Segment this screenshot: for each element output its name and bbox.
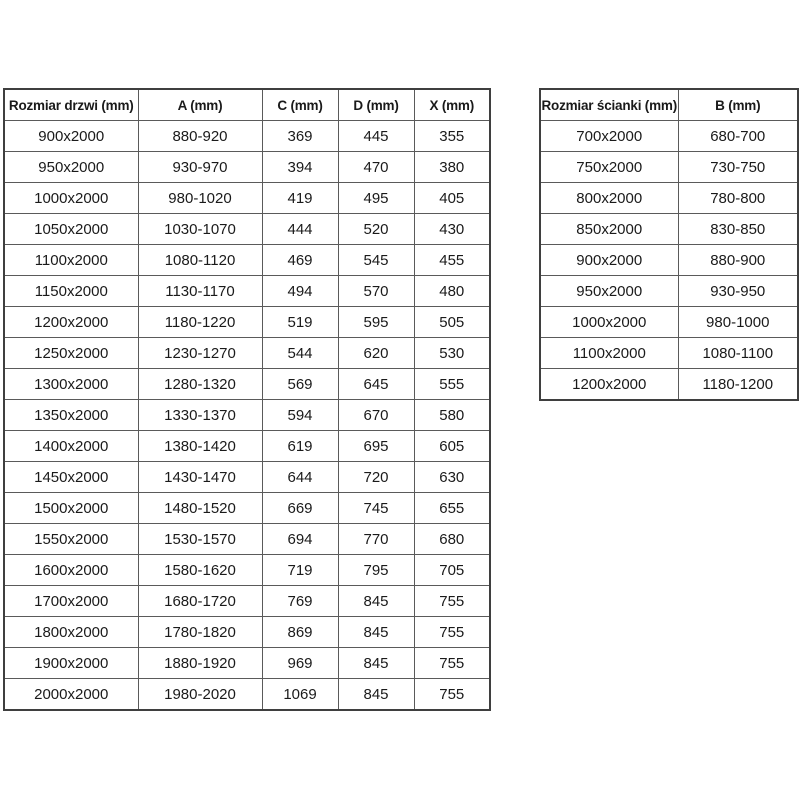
- wall-sizes-table: [539, 88, 799, 401]
- table-cell: 394: [262, 152, 338, 183]
- table-cell: 1330-1370: [138, 400, 262, 431]
- table-cell: 380: [414, 152, 490, 183]
- table-cell: 845: [338, 586, 414, 617]
- table-cell: 619: [262, 431, 338, 462]
- table-cell: 645: [338, 369, 414, 400]
- table-row: [4, 276, 490, 307]
- table-cell: 850x2000: [540, 214, 678, 245]
- table-cell: 1980-2020: [138, 679, 262, 711]
- table-row: [540, 214, 798, 245]
- table-cell: 1500x2000: [4, 493, 138, 524]
- table-row: [4, 462, 490, 493]
- table-cell: 594: [262, 400, 338, 431]
- table-cell: 1580-1620: [138, 555, 262, 586]
- header-row: [540, 89, 798, 121]
- column-header: D (mm): [338, 89, 414, 121]
- table-row: [540, 276, 798, 307]
- table-cell: 1069: [262, 679, 338, 711]
- table-cell: 570: [338, 276, 414, 307]
- table-cell: 1300x2000: [4, 369, 138, 400]
- table-row: [540, 245, 798, 276]
- table-row: [540, 183, 798, 214]
- table-cell: 595: [338, 307, 414, 338]
- table-cell: 680: [414, 524, 490, 555]
- table-cell: 1200x2000: [540, 369, 678, 401]
- table-cell: 620: [338, 338, 414, 369]
- table-cell: 1150x2000: [4, 276, 138, 307]
- table-cell: 1200x2000: [4, 307, 138, 338]
- table-cell: 1080-1100: [678, 338, 798, 369]
- table-cell: 1430-1470: [138, 462, 262, 493]
- header-row: [4, 89, 490, 121]
- table-cell: 700x2000: [540, 121, 678, 152]
- table-cell: 1280-1320: [138, 369, 262, 400]
- table-cell: 1080-1120: [138, 245, 262, 276]
- table-cell: 1480-1520: [138, 493, 262, 524]
- table-cell: 930-970: [138, 152, 262, 183]
- table-cell: 369: [262, 121, 338, 152]
- table-cell: 1880-1920: [138, 648, 262, 679]
- table-cell: 1030-1070: [138, 214, 262, 245]
- table-cell: 569: [262, 369, 338, 400]
- table-cell: 1530-1570: [138, 524, 262, 555]
- table-row: [4, 183, 490, 214]
- table-cell: 720: [338, 462, 414, 493]
- table-cell: 455: [414, 245, 490, 276]
- table-cell: 755: [414, 586, 490, 617]
- table-cell: 355: [414, 121, 490, 152]
- table-cell: 1000x2000: [540, 307, 678, 338]
- table-row: [4, 586, 490, 617]
- table-cell: 770: [338, 524, 414, 555]
- table-cell: 520: [338, 214, 414, 245]
- table-row: [4, 400, 490, 431]
- column-header: X (mm): [414, 89, 490, 121]
- table-cell: 445: [338, 121, 414, 152]
- table-cell: 730-750: [678, 152, 798, 183]
- table-cell: 469: [262, 245, 338, 276]
- table-cell: 1680-1720: [138, 586, 262, 617]
- table-cell: 555: [414, 369, 490, 400]
- table-cell: 869: [262, 617, 338, 648]
- table-cell: 1230-1270: [138, 338, 262, 369]
- table-cell: 800x2000: [540, 183, 678, 214]
- column-header: B (mm): [678, 89, 798, 121]
- table-row: [540, 338, 798, 369]
- table-cell: 1050x2000: [4, 214, 138, 245]
- table-cell: 530: [414, 338, 490, 369]
- table-cell: 780-800: [678, 183, 798, 214]
- table-cell: 980-1000: [678, 307, 798, 338]
- table-cell: 1100x2000: [4, 245, 138, 276]
- table-cell: 695: [338, 431, 414, 462]
- table-cell: 845: [338, 679, 414, 711]
- table-cell: 1250x2000: [4, 338, 138, 369]
- table-row: [540, 121, 798, 152]
- table-cell: 750x2000: [540, 152, 678, 183]
- table-cell: 795: [338, 555, 414, 586]
- table-cell: 755: [414, 617, 490, 648]
- table-cell: 405: [414, 183, 490, 214]
- table-cell: 2000x2000: [4, 679, 138, 711]
- table-cell: 1450x2000: [4, 462, 138, 493]
- table-cell: 1780-1820: [138, 617, 262, 648]
- table-cell: 900x2000: [540, 245, 678, 276]
- table-cell: 1350x2000: [4, 400, 138, 431]
- column-header: C (mm): [262, 89, 338, 121]
- table-cell: 1100x2000: [540, 338, 678, 369]
- table-cell: 1000x2000: [4, 183, 138, 214]
- table-cell: 1180-1220: [138, 307, 262, 338]
- table-row: [540, 369, 798, 401]
- table-cell: 430: [414, 214, 490, 245]
- table-cell: 755: [414, 679, 490, 711]
- column-header: Rozmiar ścianki (mm): [540, 89, 678, 121]
- table-cell: 544: [262, 338, 338, 369]
- table-cell: 480: [414, 276, 490, 307]
- table-cell: 1900x2000: [4, 648, 138, 679]
- table-cell: 419: [262, 183, 338, 214]
- table-cell: 880-900: [678, 245, 798, 276]
- table-cell: 655: [414, 493, 490, 524]
- table-row: [4, 431, 490, 462]
- table-cell: 980-1020: [138, 183, 262, 214]
- table-row: [4, 152, 490, 183]
- table-cell: 830-850: [678, 214, 798, 245]
- table-cell: 580: [414, 400, 490, 431]
- table-cell: 495: [338, 183, 414, 214]
- table-row: [4, 524, 490, 555]
- table-row: [4, 307, 490, 338]
- table-cell: 1130-1170: [138, 276, 262, 307]
- table-row: [4, 121, 490, 152]
- table-cell: 694: [262, 524, 338, 555]
- table-cell: 470: [338, 152, 414, 183]
- table-cell: 680-700: [678, 121, 798, 152]
- table-cell: 494: [262, 276, 338, 307]
- table-cell: 545: [338, 245, 414, 276]
- table-cell: 644: [262, 462, 338, 493]
- table-row: [4, 617, 490, 648]
- column-header: Rozmiar drzwi (mm): [4, 89, 138, 121]
- table-row: [4, 338, 490, 369]
- table-row: [540, 152, 798, 183]
- table-row: [4, 493, 490, 524]
- door-sizes-table: [3, 88, 491, 711]
- table-cell: 719: [262, 555, 338, 586]
- table-row: [4, 555, 490, 586]
- table-cell: 745: [338, 493, 414, 524]
- table-row: [4, 369, 490, 400]
- table-cell: 950x2000: [540, 276, 678, 307]
- table-row: [540, 307, 798, 338]
- table-cell: 669: [262, 493, 338, 524]
- table-cell: 950x2000: [4, 152, 138, 183]
- table-cell: 1600x2000: [4, 555, 138, 586]
- table-cell: 1180-1200: [678, 369, 798, 401]
- table-cell: 1380-1420: [138, 431, 262, 462]
- table-cell: 1800x2000: [4, 617, 138, 648]
- table-cell: 519: [262, 307, 338, 338]
- table-cell: 755: [414, 648, 490, 679]
- table-cell: 845: [338, 617, 414, 648]
- table-cell: 930-950: [678, 276, 798, 307]
- table-cell: 880-920: [138, 121, 262, 152]
- table-row: [4, 679, 490, 711]
- column-header: A (mm): [138, 89, 262, 121]
- table-cell: 900x2000: [4, 121, 138, 152]
- table-cell: 605: [414, 431, 490, 462]
- table-cell: 505: [414, 307, 490, 338]
- table-cell: 1700x2000: [4, 586, 138, 617]
- table-row: [4, 214, 490, 245]
- table-cell: 444: [262, 214, 338, 245]
- table-cell: 630: [414, 462, 490, 493]
- table-cell: 670: [338, 400, 414, 431]
- table-cell: 1400x2000: [4, 431, 138, 462]
- table-cell: 845: [338, 648, 414, 679]
- table-cell: 769: [262, 586, 338, 617]
- table-cell: 705: [414, 555, 490, 586]
- table-row: [4, 648, 490, 679]
- table-row: [4, 245, 490, 276]
- table-cell: 1550x2000: [4, 524, 138, 555]
- table-cell: 969: [262, 648, 338, 679]
